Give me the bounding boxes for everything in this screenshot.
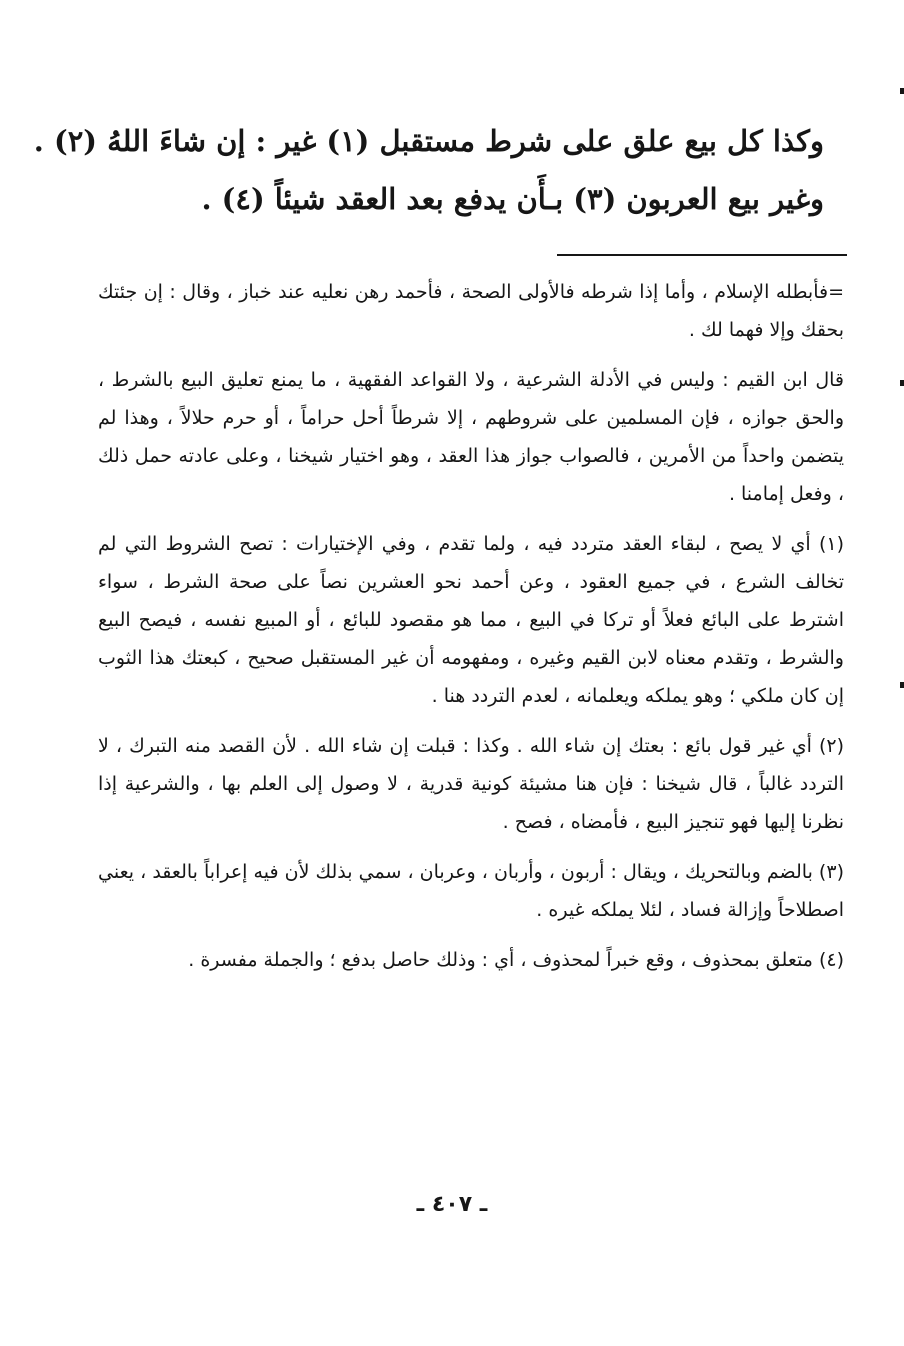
scan-edge-mark (900, 380, 904, 386)
footnote-3 (98, 853, 844, 929)
main-text-line-2: وغير بيع العربون (٣) بـأَن يدفع بعد العقد شيئاً (٤) . (201, 182, 824, 216)
scan-edge-mark (900, 88, 904, 94)
main-text (33, 112, 824, 228)
footnote-divider (557, 254, 847, 256)
footnote-1 (98, 525, 844, 715)
footnote-4 (98, 941, 844, 979)
scan-edge-mark (900, 682, 904, 688)
footnote-2 (98, 727, 844, 841)
continuation-paragraph-2: قال ابن القيم : وليس في الأدلة الشرعية ، ولا القواعد الفقهية ، ما يمنع تعليق البيع بالشرط ، والحق جوازه ، فإن المسلمين على شروطهم ، إلا شرطاً أحل حراماً ، أو حرم حلالاً ، وهذا لم يتضمن واحداً من الأمرين ، فالصواب جواز هذا العقد ، وهو اختيار شيخنا ، وعلى عادته حمل ذلك ، وفعل إمامنا . (98, 369, 844, 505)
footnote-3-text: (٣) بالضم وبالتحريك ، ويقال : أربون ، وأربان ، وعربان ، سمي بذلك لأن فيه إعراباً بالعقد ، يعني اصطلاحاً وإزالة فساد ، لئلا يملكه غيره . (98, 861, 844, 921)
footnote-continuation (98, 273, 844, 349)
footnote-4-text: (٤) متعلق بمحذوف ، وقع خبراً لمحذوف ، أي : وذلك حاصل بدفع ؛ والجملة مفسرة . (188, 949, 844, 971)
continuation-paragraph-1: =فأبطله الإسلام ، وأما إذا شرطه فالأولى الصحة ، فأحمد رهن نعليه عند خباز ، وقال : إن جئتك بحقك وإلا فهما لك . (98, 281, 844, 341)
footnote-continuation-quote (98, 361, 844, 513)
footnotes (98, 273, 844, 991)
footnote-1-text: (١) أي لا يصح ، لبقاء العقد متردد فيه ، ولما تقدم ، وفي الإختيارات : تصح الشروط التي لم تخالف الشرع ، في جميع العقود ، وعن أحمد نحو العشرين نصاً على صحة الشرط ، سواء اشترط على البائع فعلاً أو تركا في البيع ، مما هو مقصود للبائع ، أو المبيع نفسه ، فيصح البيع والشرط ، وتقدم معناه لابن القيم وغيره ، ومفهومه أن غير المستقبل صحيح ، كبعتك هذا الثوب إن كان ملكي ؛ وهو يملكه ويعلمانه ، لعدم التردد هنا . (98, 533, 844, 707)
footnote-2-text: (٢) أي غير قول بائع : بعتك إن شاء الله . وكذا : قبلت إن شاء الله . لأن القصد منه التبرك ، لا التردد غالباً ، قال شيخنا : فإن هنا مشيئة كونية قدرية ، لا وصول إلى العلم بها ، والشرعية إذا نظرنا إليها فهو تنجيز البيع ، فأمضاه ، فصح . (98, 735, 844, 833)
main-text-line-1: وكذا كل بيع علق على شرط مستقبل (١) غير : إن شاءَ اللهُ (٢) . (33, 124, 824, 158)
page-number: ـ ٤٠٧ ـ (416, 1192, 488, 1217)
